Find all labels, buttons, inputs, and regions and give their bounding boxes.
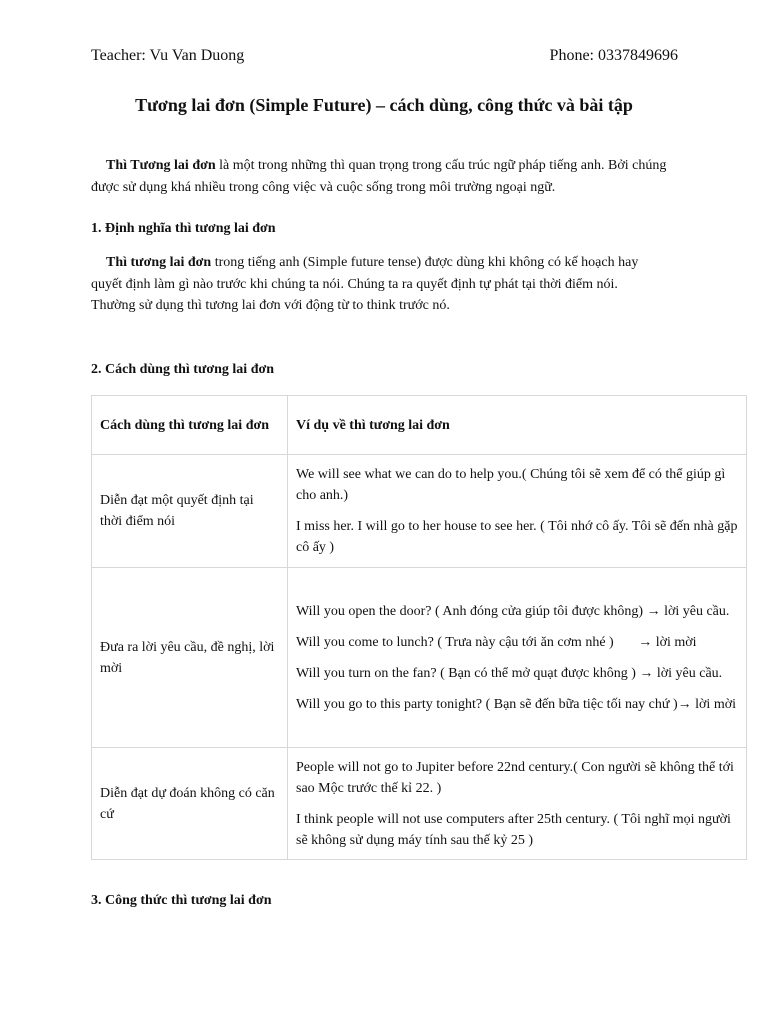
section-2-heading: 2. Cách dùng thì tương lai đơn: [91, 362, 275, 377]
definition-paragraph: [91, 252, 661, 317]
example-sentence: Will you open the door? ( Anh đóng cửa giúp tôi được không) → lời yêu cầu.: [296, 603, 730, 619]
definition-bold-term: Thì tương lai đơn: [106, 255, 212, 270]
usage-table: [91, 395, 747, 860]
example-cell: [288, 568, 747, 748]
example-cell: [288, 455, 747, 568]
document-title: Tương lai đơn (Simple Future) – cách dùng, công thức và bài tập: [135, 95, 633, 115]
usage-cell: Diễn đạt một quyết định tại thời điểm nói: [92, 455, 288, 568]
example-sentence: We will see what we can do to help you.( Chúng tôi sẽ xem để có thể giúp gì cho anh.): [296, 467, 726, 503]
example-sentence: I think people will not use computers after 25th century. ( Tôi nghĩ mọi người sẽ không sử dụng máy tính sau thế kỷ 25 ): [296, 811, 731, 848]
table-header-row: [92, 396, 747, 455]
example-sentence: Will you go to this party tonight? ( Bạn sẽ đến bữa tiệc tối nay chứ )→ lời mời: [296, 696, 737, 712]
section-1-heading: 1. Định nghĩa thì tương lai đơn: [91, 221, 276, 236]
example-cell: [288, 748, 747, 860]
example-sentence: I miss her. I will go to her house to see her. ( Tôi nhớ cô ấy. Tôi sẽ đến nhà gặp cô ấy ): [296, 519, 738, 555]
example-sentence: Will you come to lunch? ( Trưa này cậu tới ăn cơm nhé ) → lời mời: [296, 634, 697, 650]
usage-cell: Đưa ra lời yêu cầu, đề nghị, lời mời: [92, 568, 288, 748]
intro-text: là một trong những thì quan trọng trong cấu trúc ngữ pháp tiếng anh. Bởi chúng được sử dụng khá nhiều trong công việc và cuộc sống trong môi trường ngoại ngữ.: [91, 158, 667, 195]
section-3-heading: 3. Công thức thì tương lai đơn: [91, 893, 272, 908]
usage-cell: Diễn đạt dự đoán không có căn cứ: [92, 748, 288, 860]
example-column-header: Ví dụ về thì tương lai đơn: [288, 396, 747, 455]
example-sentence: Will you turn on the fan? ( Bạn có thể mở quạt được không ) → lời yêu cầu.: [296, 665, 723, 681]
intro-paragraph: [91, 155, 676, 198]
table-row: [92, 568, 747, 748]
page-header: [91, 47, 678, 65]
teacher-name: Teacher: Vu Van Duong: [91, 47, 245, 64]
example-sentence: People will not go to Jupiter before 22nd century.( Con người sẽ không thể tới sao Mộc trước thế kỉ 22. ): [296, 759, 734, 796]
definition-text: trong tiếng anh (Simple future tense) được dùng khi không có kế hoạch hay quyết định làm gì nào trước khi chúng ta nói. Chúng ta ra quyết định tự phát tại thời điểm nói. Thường sử dụng thì tương lai đơn với động từ to think trước nó.: [91, 255, 639, 313]
table-row: [92, 455, 747, 568]
usage-column-header: Cách dùng thì tương lai đơn: [92, 396, 288, 455]
intro-bold-term: Thì Tương lai đơn: [106, 158, 216, 173]
teacher-phone: Phone: 0337849696: [549, 47, 678, 64]
table-row: [92, 748, 747, 860]
